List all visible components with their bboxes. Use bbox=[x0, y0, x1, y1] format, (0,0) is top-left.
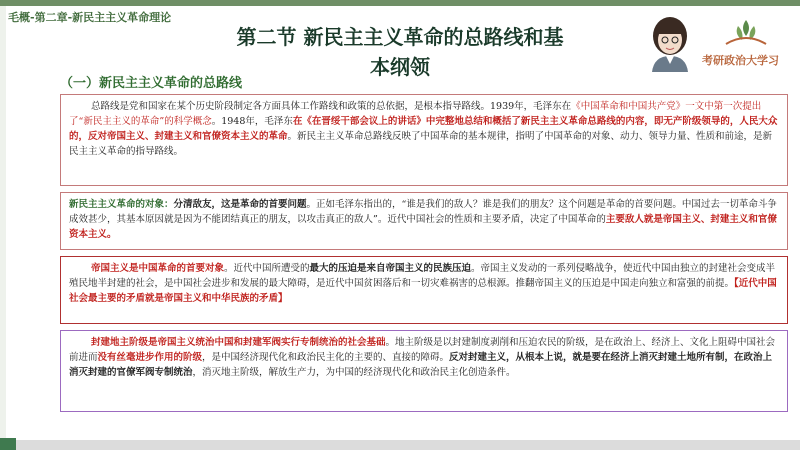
text-box-imperialism bbox=[60, 256, 788, 324]
page-title bbox=[220, 22, 580, 82]
box4-p3: 没有丝毫进步作用的阶级 bbox=[97, 352, 203, 363]
box2-p3: 主要敌人就是帝国主义、封建主义和官僚资本主义。 bbox=[69, 214, 777, 240]
section-heading: （一）新民主主义革命的总路线 bbox=[60, 76, 243, 91]
box1-p4: 在《在晋绥干部会议上的讲话》中完整地总结和概括了新民主主义革命总路线的内容，即无产阶级领导的，人民大众的，反对帝国主义、封建主义和官僚资本主义的革命 bbox=[69, 116, 778, 142]
title-line-1: 第二节 新民主主义革命的总路线和基 bbox=[236, 25, 564, 49]
side-strip bbox=[0, 6, 6, 438]
header-strip bbox=[0, 0, 800, 6]
text-box-general-line bbox=[60, 94, 788, 186]
box4-p2: 。地主阶级是以封建制度剥削和压迫农民的阶级，是在政治上、经济上、文化上阻碍中国社会前进而 bbox=[69, 337, 776, 363]
box3-p4: 。帝国主义发动的一系列侵略战争，使近代中国由独立的封建社会变成半殖民地半封建的社会，是中国社会进步和发展的最大障碍，是近代中国贫困落后和一切灾难祸害的总根源。推翻帝国主义的压迫是中国走向独立和富强的前提。 bbox=[69, 263, 776, 289]
logo-text: 考研政治大学习 bbox=[702, 54, 779, 67]
box2-p2: 。正如毛泽东指出的，“谁是我们的敌人？谁是我们的朋友？这个问题是革命的首要问题。中国过去一切革命斗争成效甚少，其基本原因就是因为不能团结真正的朋友，以攻击真正的敌人”。近代中国社会的性质和主要矛盾，决定了中国革命的 bbox=[69, 199, 777, 225]
box1-p3: 。1948年，毛泽东 bbox=[211, 116, 293, 127]
box3-p2: 。近代中国所遭受的 bbox=[224, 263, 310, 274]
text-box-feudal-landlord bbox=[60, 330, 788, 412]
box2-p1: 分清敌友，这是革命的首要问题 bbox=[173, 199, 307, 210]
box2-label: 新民主主义革命的对象： bbox=[69, 199, 174, 210]
box4-p5: 反对封建主义，从根本上说，就是要在经济上消灭封建土地所有制，在政治上消灭封建的官僚军阀专制统治 bbox=[69, 352, 773, 378]
box4-p6: ，消灭地主阶级，解放生产力，为中国的经济现代化和政治民主化创造条件。 bbox=[192, 367, 516, 378]
avatar bbox=[644, 10, 696, 72]
box3-p5: 【近代中国社会最主要的矛盾就是帝国主义和中华民族的矛盾】 bbox=[69, 278, 777, 304]
title-line-2: 本纲领 bbox=[370, 55, 430, 79]
box4-p4: ，是中国经济现代化和政治民主化的主要的、直接的障碍。 bbox=[202, 352, 450, 363]
footer-strip bbox=[0, 440, 800, 450]
breadcrumb: 毛概-第二章-新民主主义革命理论 bbox=[8, 11, 172, 24]
box3-p1: 帝国主义是中国革命的首要对象 bbox=[91, 263, 225, 274]
footer-accent bbox=[0, 438, 16, 450]
box3-p3: 最大的压迫是来自帝国主义的民族压迫 bbox=[309, 263, 472, 274]
box1-p1: 总路线是党和国家在某个历史阶段制定各方面具体工作路线和政策的总依据，是根本指导路线。1939年，毛泽东在 bbox=[91, 101, 572, 112]
box1-p5: 。新民主主义革命总路线反映了中国革命的基本规律，指明了中国革命的对象、动力、领导力量、性质和前途，是新民主主义革命的指导路线。 bbox=[69, 131, 773, 157]
text-box-revolution-object bbox=[60, 192, 788, 250]
box1-p2: 《中国革命和中国共产党》一文中第一次提出了“新民主主义的革命”的科学概念 bbox=[69, 101, 762, 127]
box4-p1: 封建地主阶级是帝国主义统治中国和封建军阀实行专制统治的社会基础 bbox=[91, 337, 386, 348]
